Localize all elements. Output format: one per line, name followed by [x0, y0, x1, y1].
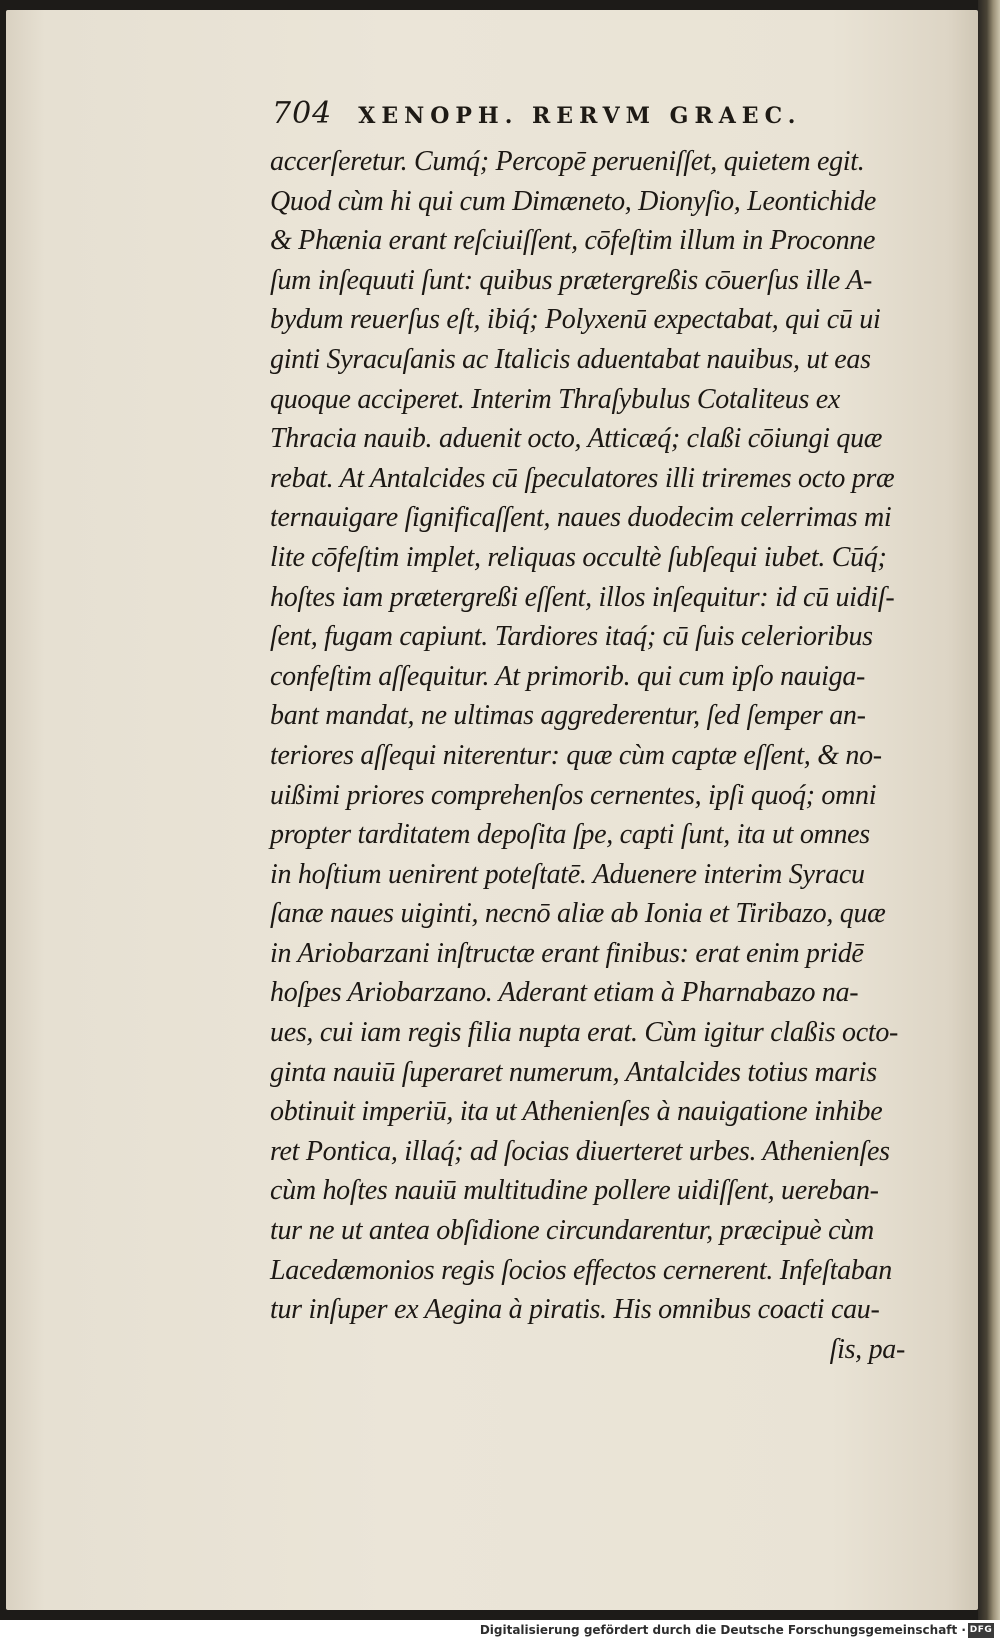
text-line: hoſtes iam prætergreßi eſſent, illos inſequitur: id cū uidiſ-: [270, 581, 895, 613]
text-line: ret Pontica, illaq́; ad ſocias diuerteret urbes. Athenienſes: [270, 1135, 890, 1167]
text-line: accerſeretur. Cumq́; Percopē perueniſſet, quietem egit.: [270, 146, 865, 177]
funding-credit: Digitalisierung gefördert durch die Deutsche Forschungsgemeinschaft ·: [479, 1623, 966, 1637]
text-line: & Phænia erant reſciuiſſent, cōfeſtim illum in Proconne: [270, 225, 876, 257]
text-line: in Ariobarzani inſtructæ erant finibus: erat enim pridē: [270, 937, 864, 969]
text-line: quoque acciperet. Interim Thraſybulus Cotaliteus ex: [270, 383, 841, 415]
text-line: teriores aſſequi niterentur: quæ cùm captæ eſſent, & no-: [270, 739, 882, 771]
text-line: ſis, pa-: [829, 1333, 905, 1365]
text-line: lite cōfeſtim implet, reliquas occultè ſubſequi iubet. Cūq́;: [270, 541, 887, 573]
text-line: Quod cùm hi qui cum Dimæneto, Dionyſio, Leontichide: [270, 185, 877, 217]
page-number: 704: [272, 96, 333, 131]
text-line: ſent, fugam capiunt. Tardiores itaq́; cū ſuis celerioribus: [270, 621, 873, 653]
dfg-logo: DFG: [968, 1623, 994, 1638]
footer-bar: [0, 1620, 1000, 1642]
text-line: ues, cui iam regis filia nupta erat. Cùm igitur claßis octo-: [270, 1017, 899, 1049]
text-line: uißimi priores comprehenſos cernentes, ipſi quoq́; omni: [270, 779, 877, 811]
text-line: bydum reuerſus eſt, ibiq́; Polyxenū expectabat, qui cū ui: [270, 304, 881, 336]
running-title: XENOPH. RERVM GRAEC.: [358, 103, 802, 129]
text-line: ſum inſequuti ſunt: quibus prætergreßis cōuerſus ille A-: [270, 264, 873, 296]
text-line: ginta nauiū ſuperaret numerum, Antalcides totius maris: [270, 1056, 877, 1088]
text-line: rebat. At Antalcides cū ſpeculatores illi triremes octo præ: [270, 462, 895, 494]
text-line: ginti Syracuſanis ac Italicis aduentabat nauibus, ut eas: [270, 343, 871, 375]
text-line: Lacedæmonios regis ſocios effectos cernerent. Infeſtaban: [270, 1254, 892, 1286]
body-text: [270, 142, 950, 1369]
text-line: tur inſuper ex Aegina à piratis. His omnibus coacti cau-: [270, 1294, 880, 1326]
text-line: confeſtim aſſequitur. At primorib. qui cum ipſo nauiga-: [270, 660, 866, 692]
text-line: Thracia nauib. aduenit octo, Atticæq́; claßi cōiungi quæ: [270, 423, 883, 455]
text-line: ſanæ naues uiginti, necnō aliæ ab Ionia et Tiribazo, quæ: [270, 898, 886, 930]
text-line: cùm hoſtes nauiū multitudine pollere uidiſſent, uereban-: [270, 1175, 879, 1207]
text-line: in hoſtium uenirent poteſtatē. Aduenere interim Syracu: [270, 858, 865, 890]
running-head: [272, 96, 872, 136]
text-line: hoſpes Ariobarzano. Aderant etiam à Pharnabazo na-: [270, 977, 859, 1009]
text-line: propter tarditatem depoſita ſpe, capti ſunt, ita ut omnes: [270, 819, 870, 851]
text-line: bant mandat, ne ultimas aggrederentur, ſed ſemper an-: [270, 700, 866, 732]
text-line: tur ne ut antea obſidione circundarentur, præcipuè cùm: [270, 1215, 874, 1247]
text-line: obtinuit imperiū, ita ut Athenienſes à nauigatione inhibe: [270, 1096, 883, 1128]
text-line: ternauigare ſignificaſſent, naues duodecim celerrimas mi: [270, 502, 892, 534]
book-spine-edge: [978, 0, 1000, 1620]
